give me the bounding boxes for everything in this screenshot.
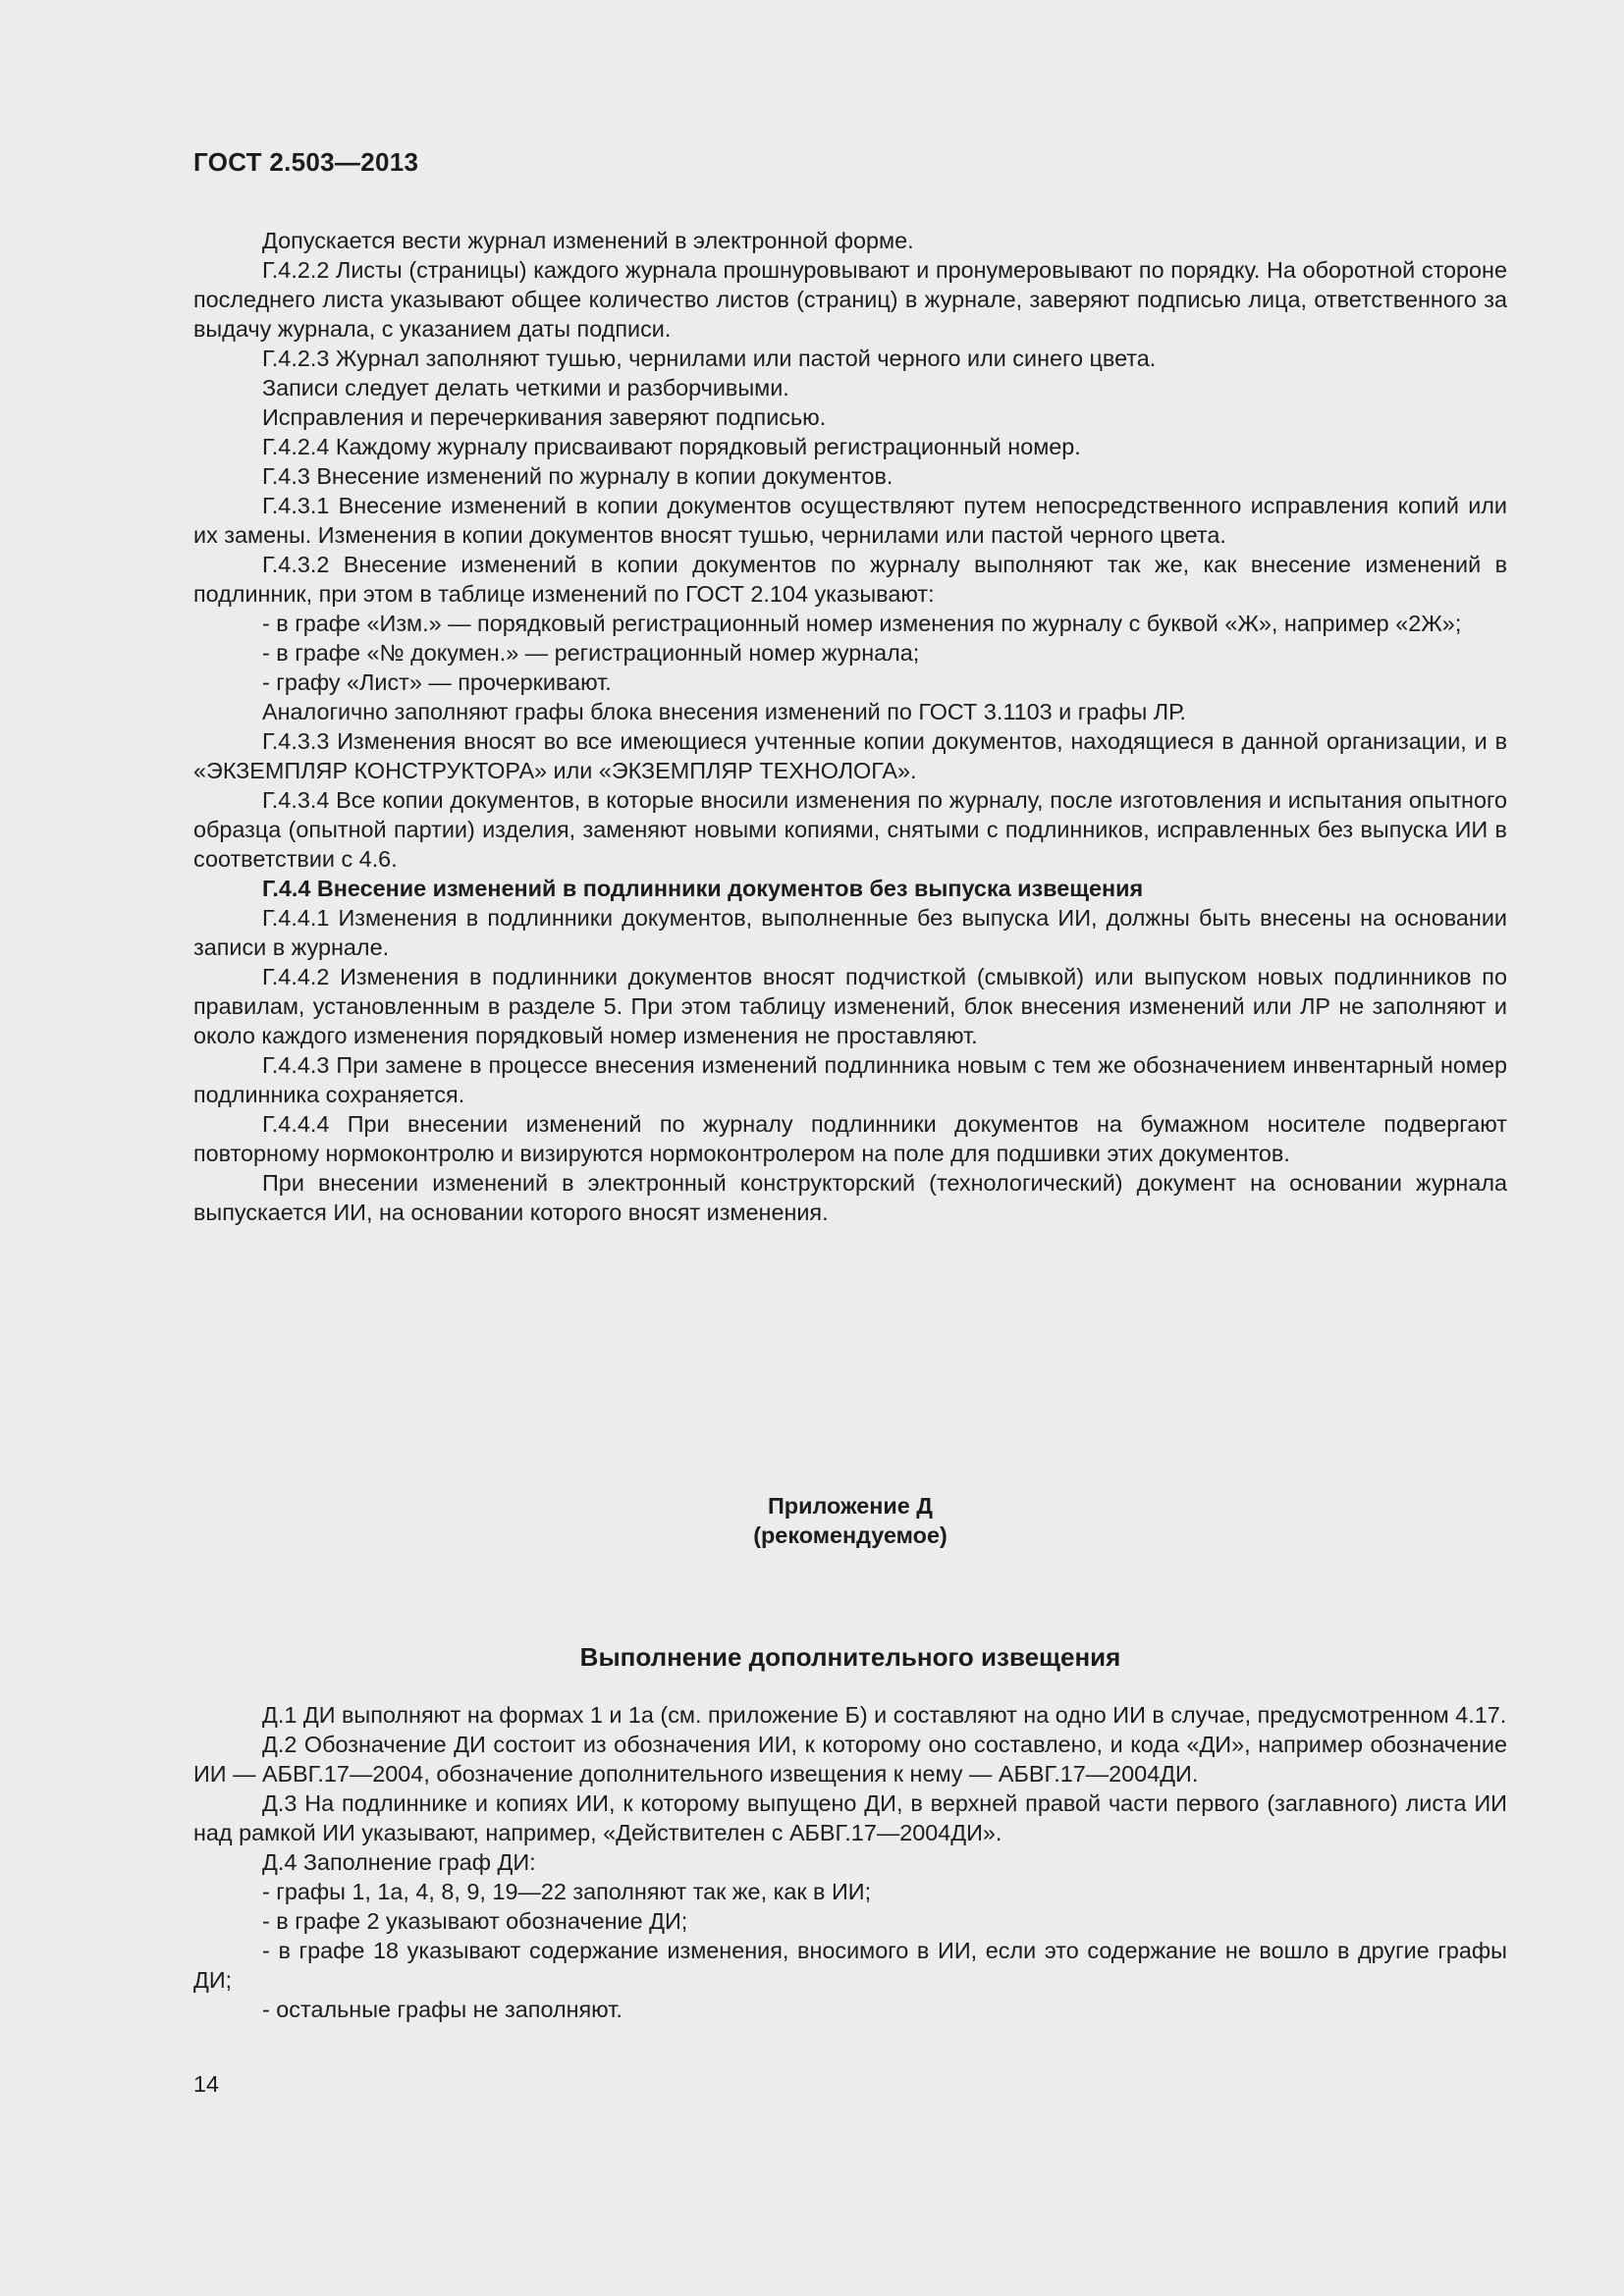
paragraph: Записи следует делать четкими и разборчивыми.	[262, 375, 789, 400]
list-item: - графу «Лист» — прочеркивают.	[262, 669, 612, 695]
appendix-heading	[193, 1491, 1507, 1550]
document-header: ГОСТ 2.503—2013	[193, 147, 419, 177]
section-g4-text	[193, 226, 1507, 1227]
paragraph: Г.4.4.4 При внесении изменений по журналу подлинники документов на бумажном носителе подвергают повторному нормоконтролю и визируются нормоконтролером на поле для подшивки этих документов.	[193, 1111, 1507, 1166]
paragraph: Д.2 Обозначение ДИ состоит из обозначения ИИ, к которому оно составлено, и кода «ДИ», например обозначение ИИ — АБВГ.17—2004, обозначение дополнительного извещения к нему — АБВГ.17—2004ДИ.	[193, 1732, 1507, 1787]
paragraph: Г.4.4.1 Изменения в подлинники документов, выполненные без выпуска ИИ, должны быть внесены на основании записи в журнале.	[193, 905, 1507, 960]
paragraph: Г.4.2.4 Каждому журналу присваивают порядковый регистрационный номер.	[262, 434, 1081, 459]
paragraph: Г.4.3 Внесение изменений по журналу в копии документов.	[262, 463, 893, 489]
list-item: - в графе «№ докумен.» — регистрационный номер журнала;	[262, 640, 920, 666]
paragraph: Г.4.3.1 Внесение изменений в копии документов осуществляют путем непосредственного исправления копий или их замены. Изменения в копии документов вносят тушью, чернилами или пастой черного цвета.	[193, 493, 1507, 548]
paragraph: Допускается вести журнал изменений в электронной форме.	[262, 228, 914, 253]
paragraph: Г.4.4.2 Изменения в подлинники документов вносят подчисткой (смывкой) или выпуском новых подлинников по правилам, установленным в разделе 5. При этом таблицу изменений, блок внесения изменений или ЛР не заполняют и около каждого изменения порядковый номер изменения не проставляют.	[193, 964, 1507, 1048]
paragraph: Г.4.4.3 При замене в процессе внесения изменений подлинника новым с тем же обозначением инвентарный номер подлинника сохраняется.	[193, 1052, 1507, 1107]
list-item: - в графе 2 указывают обозначение ДИ;	[262, 1908, 688, 1934]
list-item: - графы 1, 1а, 4, 8, 9, 19—22 заполняют так же, как в ИИ;	[262, 1879, 872, 1904]
paragraph: Г.4.2.2 Листы (страницы) каждого журнала прошнуровывают и пронумеровывают по порядку. На оборотной стороне последнего листа указывают общее количество листов (страниц) в журнале, заверяют подписью лица, ответственного за выдачу журнала, с указанием даты подписи.	[193, 257, 1507, 342]
paragraph: Д.3 На подлиннике и копиях ИИ, к которому выпущено ДИ, в верхней правой части первого (заглавного) листа ИИ над рамкой ИИ указывают, например, «Действителен с АБВГ.17—2004ДИ».	[193, 1790, 1507, 1845]
appendix-status: (рекомендуемое)	[753, 1522, 947, 1548]
paragraph: При внесении изменений в электронный конструкторский (технологический) документ на основании журнала выпускается ИИ, на основании которого вносят изменения.	[193, 1170, 1507, 1225]
paragraph: Г.4.3.3 Изменения вносят во все имеющиеся учтенные копии документов, находящиеся в данной организации, и в «ЭКЗЕМПЛЯР КОНСТРУКТОРА» или «ЭКЗЕМПЛЯР ТЕХНОЛОГА».	[193, 728, 1507, 783]
subsection-heading: Г.4.4 Внесение изменений в подлинники документов без выпуска извещения	[262, 876, 1144, 901]
list-item: - в графе «Изм.» — порядковый регистрационный номер изменения по журналу с буквой «Ж», например «2Ж»;	[262, 611, 1462, 636]
paragraph: Исправления и перечеркивания заверяют подписью.	[262, 404, 827, 430]
paragraph: Д.4 Заполнение граф ДИ:	[262, 1849, 536, 1875]
paragraph: Аналогично заполняют графы блока внесения изменений по ГОСТ 3.1103 и графы ЛР.	[262, 699, 1186, 724]
paragraph: Г.4.3.2 Внесение изменений в копии документов по журналу выполняют так же, как внесение изменений в подлинник, при этом в таблице изменений по ГОСТ 2.104 указывают:	[193, 552, 1507, 607]
section-d-text	[193, 1700, 1507, 2024]
paragraph: Д.1 ДИ выполняют на формах 1 и 1а (см. приложение Б) и составляют на одно ИИ в случае, предусмотренном 4.17.	[262, 1702, 1507, 1728]
paragraph: Г.4.3.4 Все копии документов, в которые вносили изменения по журналу, после изготовления и испытания опытного образца (опытной партии) изделия, заменяют новыми копиями, снятыми с подлинников, исправленных без выпуска ИИ в соответствии с 4.6.	[193, 787, 1507, 872]
list-item: - в графе 18 указывают содержание изменения, вносимого в ИИ, если это содержание не вошло в другие графы ДИ;	[193, 1938, 1507, 1993]
appendix-title: Приложение Д	[768, 1493, 933, 1519]
paragraph: Г.4.2.3 Журнал заполняют тушью, чернилами или пастой черного или синего цвета.	[262, 346, 1157, 371]
page-number: 14	[193, 2071, 220, 2097]
list-item: - остальные графы не заполняют.	[262, 1997, 623, 2022]
section-title: Выполнение дополнительного извещения	[579, 1642, 1121, 1672]
